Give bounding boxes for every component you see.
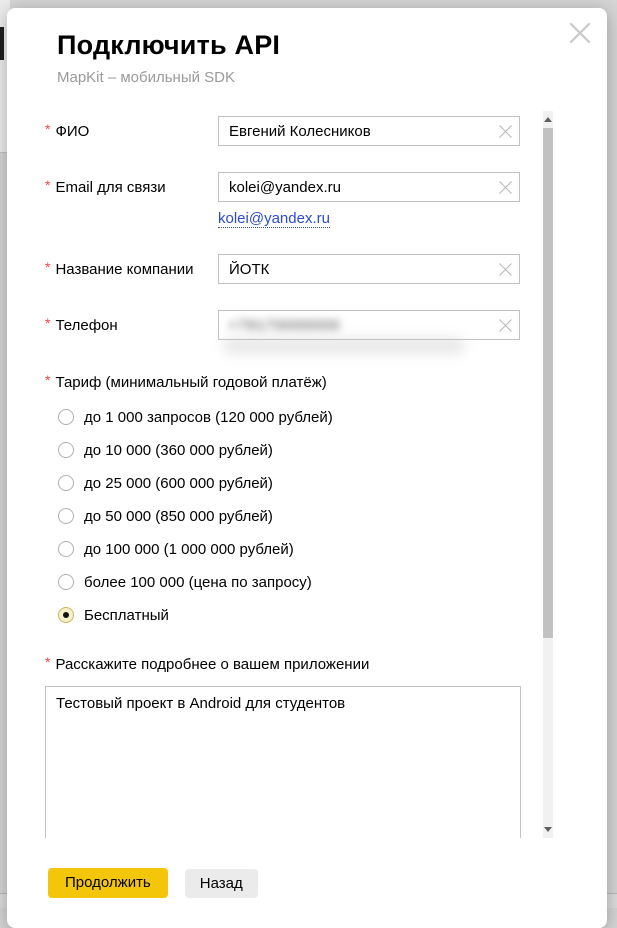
radio-unchecked-icon[interactable]: [58, 409, 74, 425]
clear-input-icon[interactable]: [498, 124, 513, 139]
clear-input-icon[interactable]: [498, 262, 513, 277]
required-asterisk: *: [45, 177, 51, 193]
required-asterisk: *: [45, 654, 51, 670]
form-scrollbar[interactable]: [543, 111, 553, 838]
dialog-title: Подключить API: [57, 30, 281, 60]
radio-unchecked-icon[interactable]: [58, 442, 74, 458]
phone-redacted-value: +79170000000: [228, 317, 341, 334]
phone-input[interactable]: [218, 310, 520, 340]
field-row-fio: [45, 116, 543, 146]
field-label-fio: * ФИО: [45, 121, 90, 140]
scrollbar-up-arrow-icon[interactable]: [543, 111, 553, 128]
radio-unchecked-icon[interactable]: [58, 541, 74, 557]
tariff-option-1[interactable]: до 1 000 запросов (120 000 рублей): [58, 408, 543, 426]
back-button[interactable]: Назад: [185, 869, 258, 898]
required-asterisk: *: [45, 372, 51, 388]
field-row-company: [45, 254, 543, 284]
tariff-option-free-selected[interactable]: Бесплатный: [58, 606, 543, 624]
continue-button[interactable]: Продолжить: [48, 868, 168, 898]
radio-unchecked-icon[interactable]: [58, 475, 74, 491]
tariff-option-4[interactable]: до 50 000 (850 000 рублей): [58, 507, 543, 525]
about-textarea[interactable]: [45, 686, 521, 838]
background-page-text-fragment: [0, 27, 4, 60]
field-label-company: * Название компании: [45, 259, 194, 278]
radio-unchecked-icon[interactable]: [58, 574, 74, 590]
clear-input-icon[interactable]: [498, 180, 513, 195]
scrollbar-thumb[interactable]: [543, 128, 553, 638]
radio-unchecked-icon[interactable]: [58, 508, 74, 524]
tariff-group-label: * Тариф (минимальный годовой платёж): [45, 372, 327, 391]
tariff-option-2[interactable]: до 10 000 (360 000 рублей): [58, 441, 543, 459]
close-icon[interactable]: [568, 21, 592, 45]
field-row-email: [45, 172, 543, 228]
phone-redaction-smear: [224, 338, 464, 354]
email-input[interactable]: [218, 172, 520, 202]
company-input[interactable]: [218, 254, 520, 284]
radio-checked-icon[interactable]: [58, 607, 74, 623]
email-suggestion: [218, 210, 522, 228]
tariff-option-3[interactable]: до 25 000 (600 000 рублей): [58, 474, 543, 492]
required-asterisk: *: [45, 259, 51, 275]
clear-input-icon[interactable]: [498, 318, 513, 333]
form-scroll-area: [7, 111, 543, 838]
fio-input[interactable]: [218, 116, 520, 146]
tariff-option-5[interactable]: до 100 000 (1 000 000 рублей): [58, 540, 543, 558]
tariff-options: [45, 408, 543, 624]
email-suggestion-link[interactable]: kolei@yandex.ru: [218, 210, 330, 227]
field-label-email: * Email для связи: [45, 177, 166, 196]
field-label-phone: * Телефон: [45, 315, 118, 334]
about-label: * Расскажите подробнее о вашем приложении: [45, 654, 370, 673]
required-asterisk: *: [45, 121, 51, 137]
field-row-phone: [45, 310, 543, 340]
tariff-option-6[interactable]: более 100 000 (цена по запросу): [58, 573, 543, 591]
required-asterisk: *: [45, 315, 51, 331]
dialog-actions: [48, 868, 258, 898]
connect-api-dialog: [7, 8, 607, 928]
dialog-subtitle: MapKit – мобильный SDK: [57, 69, 236, 86]
scrollbar-down-arrow-icon[interactable]: [543, 821, 553, 838]
